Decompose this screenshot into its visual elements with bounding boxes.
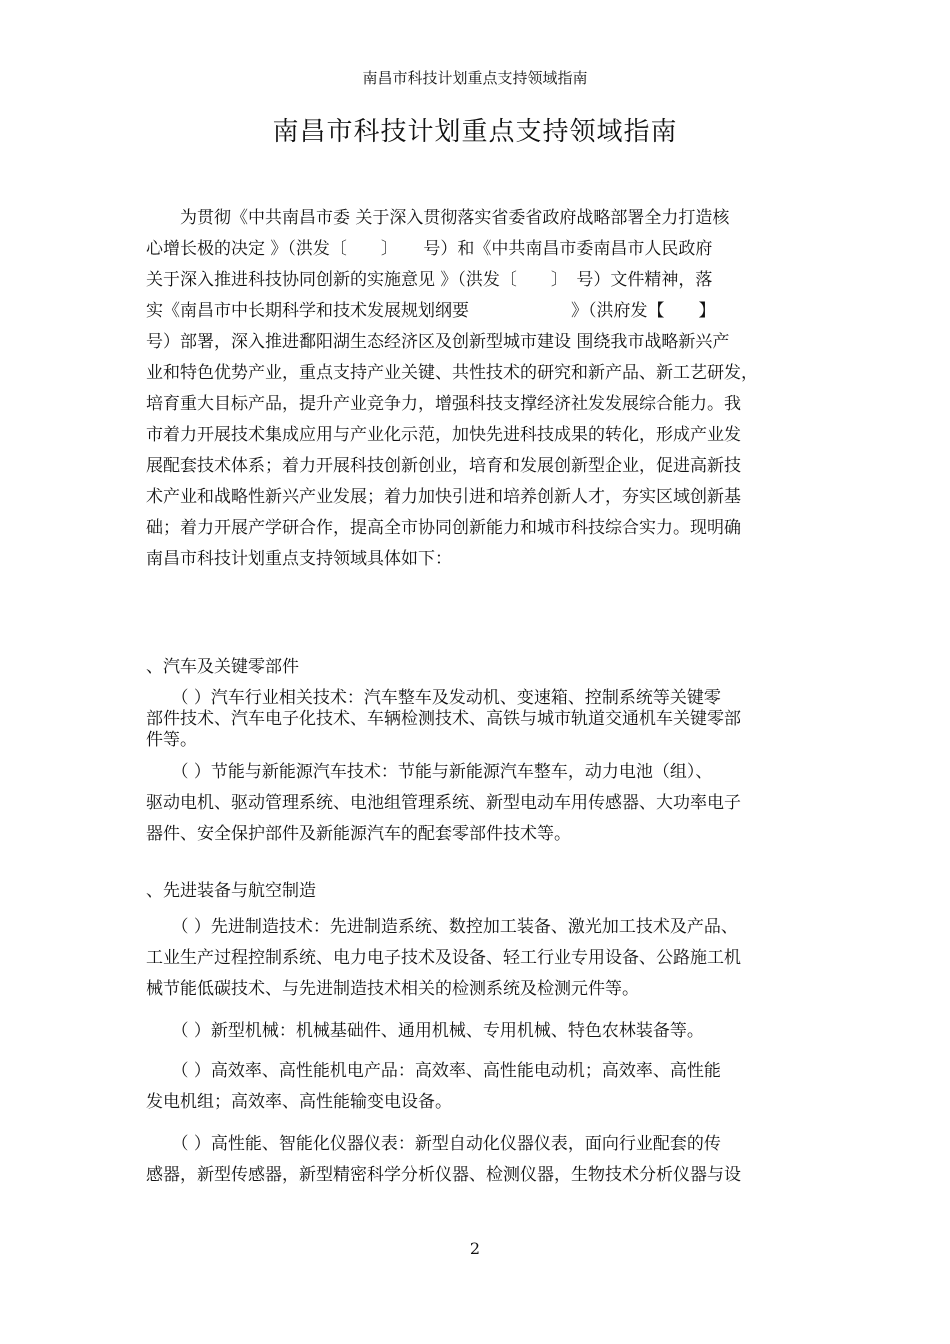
text-line: 础；着力开展产学研合作，提高全市协同创新能力和城市科技综合实力。现明确 — [146, 518, 741, 538]
text-line: 工业生产过程控制系统、电力电子技术及设备、轻工行业专用设备、公路施工机 — [146, 948, 741, 968]
item-instruments — [146, 1129, 812, 1191]
item-electromechanical — [146, 1056, 812, 1118]
text-line: 为贯彻《中共南昌市委 关于深入贯彻落实省委省政府战略部署全力打造核 — [146, 208, 730, 228]
text-line: 心增长极的决定 》（洪发〔 〕 号）和《中共南昌市委南昌市人民政府 — [146, 239, 713, 259]
text-line: 械节能低碳技术、与先进制造技术相关的检测系统及检测元件等。 — [146, 979, 639, 999]
text-line: 实《南昌市中长期科学和技术发展规划纲要 》（洪府发【 】 — [146, 301, 716, 321]
text-line: （ ）新型机械：机械基础件、通用机械、专用机械、特色农林装备等。 — [146, 1021, 704, 1041]
item-new-machinery — [146, 1016, 812, 1047]
text-line: 号）部署，深入推进鄱阳湖生态经济区及创新型城市建设 围绕我市战略新兴产 — [146, 332, 730, 352]
item-automotive-tech — [146, 688, 812, 751]
text-line: （ ）先进制造技术：先进制造系统、数控加工装备、激光加工技术及产品、 — [146, 917, 738, 937]
text-line: 业和特色优势产业，重点支持产业关键、共性技术的研究和新产品、新工艺研发， — [146, 363, 758, 383]
text-line: 术产业和战略性新兴产业发展；着力加快引进和培养创新人才，夯实区域创新基 — [146, 487, 741, 507]
text-line: （ ）高效率、高性能机电产品：高效率、高性能电动机；高效率、高性能 — [146, 1061, 721, 1081]
section-heading-equipment: 、先进装备与航空制造 — [146, 881, 316, 901]
text-line: 培育重大目标产品，提升产业竞争力，增强科技支撑经济社发发展综合能力。我 — [146, 394, 741, 414]
text-line: 部件技术、汽车电子化技术、车辆检测技术、高铁与城市轨道交通机车关键零部 — [146, 709, 741, 729]
page-number: 2 — [469, 1239, 481, 1258]
text-line: 感器，新型传感器，新型精密科学分析仪器、检测仪器，生物技术分析仪器与设 — [146, 1165, 741, 1185]
running-header: 南昌市科技计划重点支持领域指南 — [362, 69, 588, 87]
text-line: 展配套技术体系；着力开展科技创新创业，培育和发展创新型企业，促进高新技 — [146, 456, 741, 476]
text-line: （ ）节能与新能源汽车技术：节能与新能源汽车整车，动力电池（组）、 — [146, 762, 713, 782]
item-advanced-manufacturing — [146, 912, 812, 1005]
item-new-energy-vehicle — [146, 757, 812, 850]
section-heading-automotive: 、汽车及关键零部件 — [146, 657, 299, 677]
text-line: 关于深入推进科技协同创新的实施意见 》（洪发〔 〕 号）文件精神，落 — [146, 270, 713, 290]
text-line: 发电机组；高效率、高性能输变电设备。 — [146, 1092, 452, 1112]
text-line: 驱动电机、驱动管理系统、电池组管理系统、新型电动车用传感器、大功率电子 — [146, 793, 741, 813]
text-line: （ ）高性能、智能化仪器仪表：新型自动化仪器仪表，面向行业配套的传 — [146, 1134, 721, 1154]
text-line: （ ）汽车行业相关技术：汽车整车及发动机、变速箱、控制系统等关键零 — [146, 688, 721, 708]
text-line: 件等。 — [146, 730, 197, 750]
intro-paragraph — [146, 203, 812, 575]
document-title: 南昌市科技计划重点支持领域指南 — [272, 117, 678, 147]
text-line: 器件、安全保护部件及新能源汽车的配套零部件技术等。 — [146, 824, 571, 844]
text-line: 市着力开展技术集成应用与产业化示范，加快先进科技成果的转化，形成产业发 — [146, 425, 741, 445]
text-line: 南昌市科技计划重点支持领域具体如下： — [146, 549, 452, 569]
